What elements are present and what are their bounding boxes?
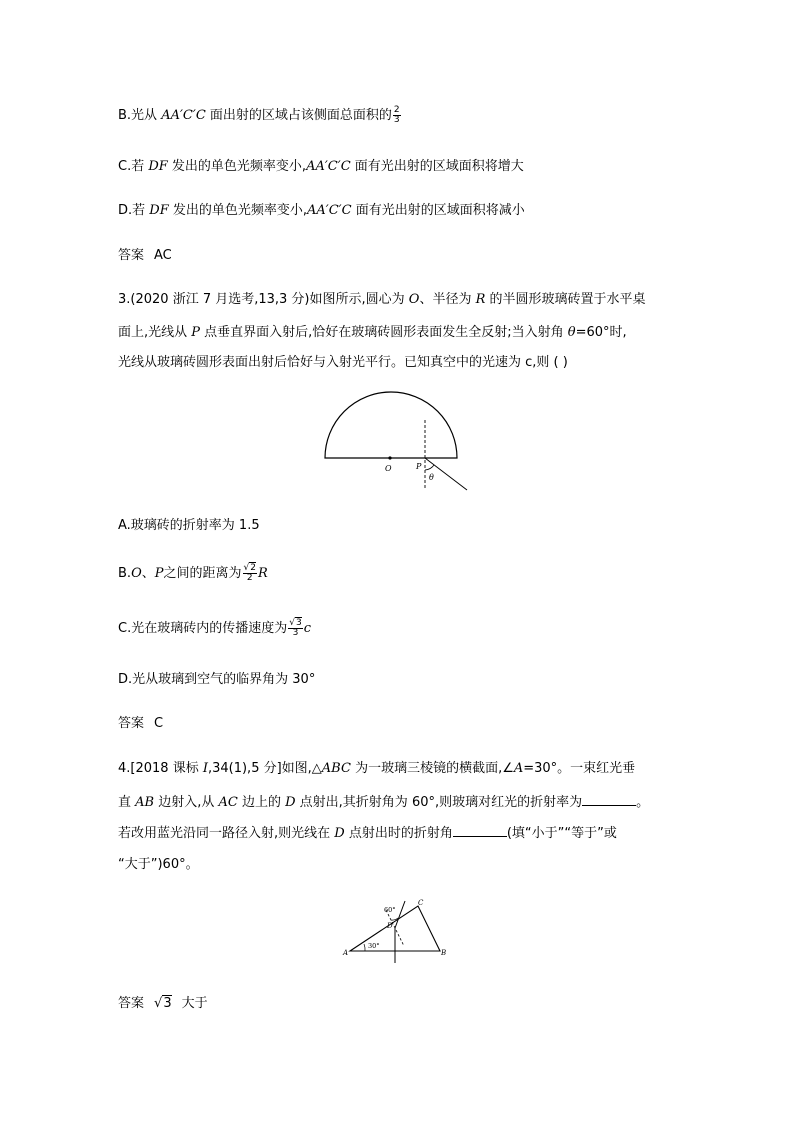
refracted-ray [395, 901, 405, 928]
label-angle-30: 30° [368, 942, 380, 950]
fraction-sqrt2-over-2: $\frac{√2}{2}$ [243, 563, 256, 583]
center-point-o [388, 456, 391, 459]
q3-option-b: B.O、P之间的距离为 $\frac{√2}{2}$ R [118, 563, 268, 583]
q4-stem-line-4: “大于”)60°。 [118, 857, 199, 872]
label-o: O [385, 464, 392, 473]
answer-blank-2[interactable] [453, 824, 507, 837]
label-a: A [343, 949, 349, 957]
label-angle-60: 60° [384, 906, 396, 914]
angle-30-arc [364, 944, 365, 951]
q4-stem-line-2: 直 AB 边射入,从 AC 边上的 D 点射出,其折射角为 60°,则玻璃对红光的折射率为 。 [118, 795, 650, 810]
q2-option-d: D.若 DF 发出的单色光频率变小,AA′C′C 面有光出射的区域面积将减小 [118, 203, 525, 218]
prism-figure [338, 893, 458, 968]
fraction-sqrt3-over-3: $\frac{√3}{3}$ [289, 618, 302, 638]
label-d: D [387, 922, 393, 930]
q3-option-c: C.光在玻璃砖内的传播速度为 $\frac{√3}{3}$ c [118, 618, 311, 638]
q3-stem-line-2: 面上,光线从 P 点垂直界面入射后,恰好在玻璃砖圆形表面发生全反射;当入射角 θ=60°时, [118, 325, 627, 340]
q3-stem-line-3: 光线从玻璃砖圆形表面出射后恰好与入射光平行。已知真空中的光速为 c,则 ( ) [118, 355, 568, 370]
theta-arc [425, 465, 434, 470]
semicircle-glass-brick [325, 392, 457, 458]
q3-stem-line-1: 3.(2020 浙江 7 月选考,13,3 分)如图所示,圆心为 O、半径为 R 的半圆形玻璃砖置于水平桌 [118, 292, 646, 307]
label-p: P [416, 462, 422, 471]
fraction-two-thirds: $\frac{2}{3}$ [393, 105, 400, 125]
q2-option-b: B.光从 AA′C′C 面出射的区域占该侧面总面积的 $\frac{2}{3}$ [118, 105, 400, 125]
label-theta: θ [429, 473, 434, 482]
sqrt-3: √3 [154, 996, 172, 1011]
label-c: C [418, 899, 424, 907]
q4-answer: 答案 √3 大于 [118, 996, 208, 1011]
answer-blank-1[interactable] [582, 793, 636, 806]
semicircle-glass-figure [315, 390, 475, 495]
q2-option-c: C.若 DF 发出的单色光频率变小,AA′C′C 面有光出射的区域面积将增大 [118, 159, 524, 174]
q3-answer: 答案 C [118, 716, 164, 731]
q4-stem-line-3: 若改用蓝光沿同一路径入射,则光线在 D 点射出时的折射角 (填“小于”“等于”或 [118, 826, 617, 841]
q3-option-d: D.光从玻璃到空气的临界角为 30° [118, 672, 316, 687]
q3-option-a: A.玻璃砖的折射率为 1.5 [118, 518, 260, 533]
q4-stem-line-1: 4.[2018 课标 I,34(1),5 分]如图,△ABC 为一玻璃三棱镜的横截面,∠A=30°。一束红光垂 [118, 761, 636, 776]
q2-answer: 答案 AC [118, 248, 172, 263]
label-b: B [441, 949, 447, 957]
